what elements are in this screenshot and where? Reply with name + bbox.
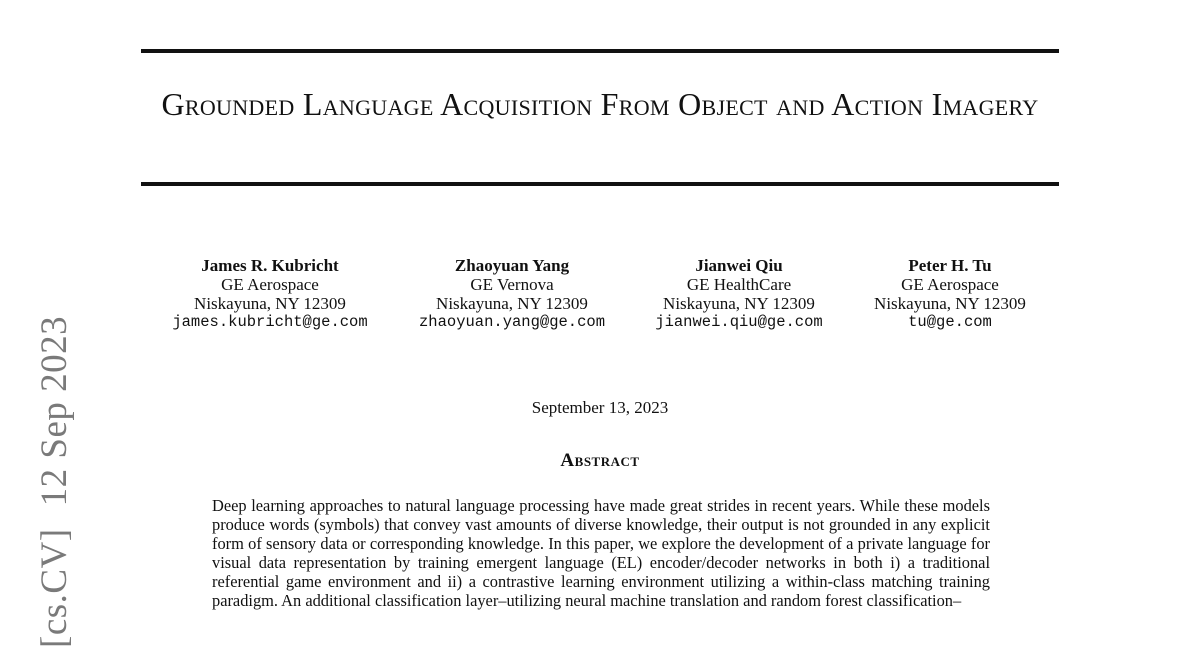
author-affiliation: GE Vernova — [470, 275, 554, 294]
author-name: Peter H. Tu — [908, 256, 992, 275]
abstract-text: Deep learning approaches to natural language processing have made great strides in recent years. While these models produce words (symbols) that convey vast amounts of diverse knowledge, their output is not grounded in any explicit form of sensory data or corresponding knowledge. In this paper, we explore the development of a private language for visual data representation by training emergent language (EL) encoder/decoder networks in both i) a traditional referential game environment and ii) a contrastive learning environment utilizing a within-class matching training paradigm. An additional classification layer–utilizing neural machine translation and random forest classification– — [212, 496, 990, 610]
author-4 — [874, 256, 1026, 332]
author-1 — [172, 256, 367, 332]
title-bottom-rule — [141, 182, 1059, 186]
author-affiliation: GE Aerospace — [901, 275, 999, 294]
arxiv-stamp-category: [cs.CV] — [34, 528, 75, 648]
publication-date: September 13, 2023 — [531, 398, 669, 417]
arxiv-stamp-date: 12 Sep 2023 — [34, 315, 75, 507]
author-email: tu@ge.com — [908, 313, 992, 331]
author-name: James R. Kubricht — [201, 256, 339, 275]
author-location: Niskayuna, NY 12309 — [436, 294, 588, 313]
author-affiliation: GE Aerospace — [221, 275, 319, 294]
abstract-heading: Abstract — [560, 450, 640, 471]
paper-title: Grounded Language Acquisition From Object and Action Imagery — [161, 86, 1039, 122]
author-email: james.kubricht@ge.com — [172, 313, 368, 331]
author-name: Zhaoyuan Yang — [454, 256, 570, 275]
author-affiliation: GE HealthCare — [686, 275, 792, 294]
author-2 — [419, 256, 605, 332]
author-3 — [655, 256, 822, 332]
author-email: jianwei.qiu@ge.com — [655, 313, 823, 331]
author-name: Jianwei Qiu — [695, 256, 783, 275]
author-email: zhaoyuan.yang@ge.com — [418, 313, 606, 331]
author-location: Niskayuna, NY 12309 — [874, 294, 1026, 313]
title-top-rule — [141, 49, 1059, 53]
author-location: Niskayuna, NY 12309 — [663, 294, 815, 313]
author-location: Niskayuna, NY 12309 — [194, 294, 346, 313]
author-block — [150, 256, 1050, 346]
